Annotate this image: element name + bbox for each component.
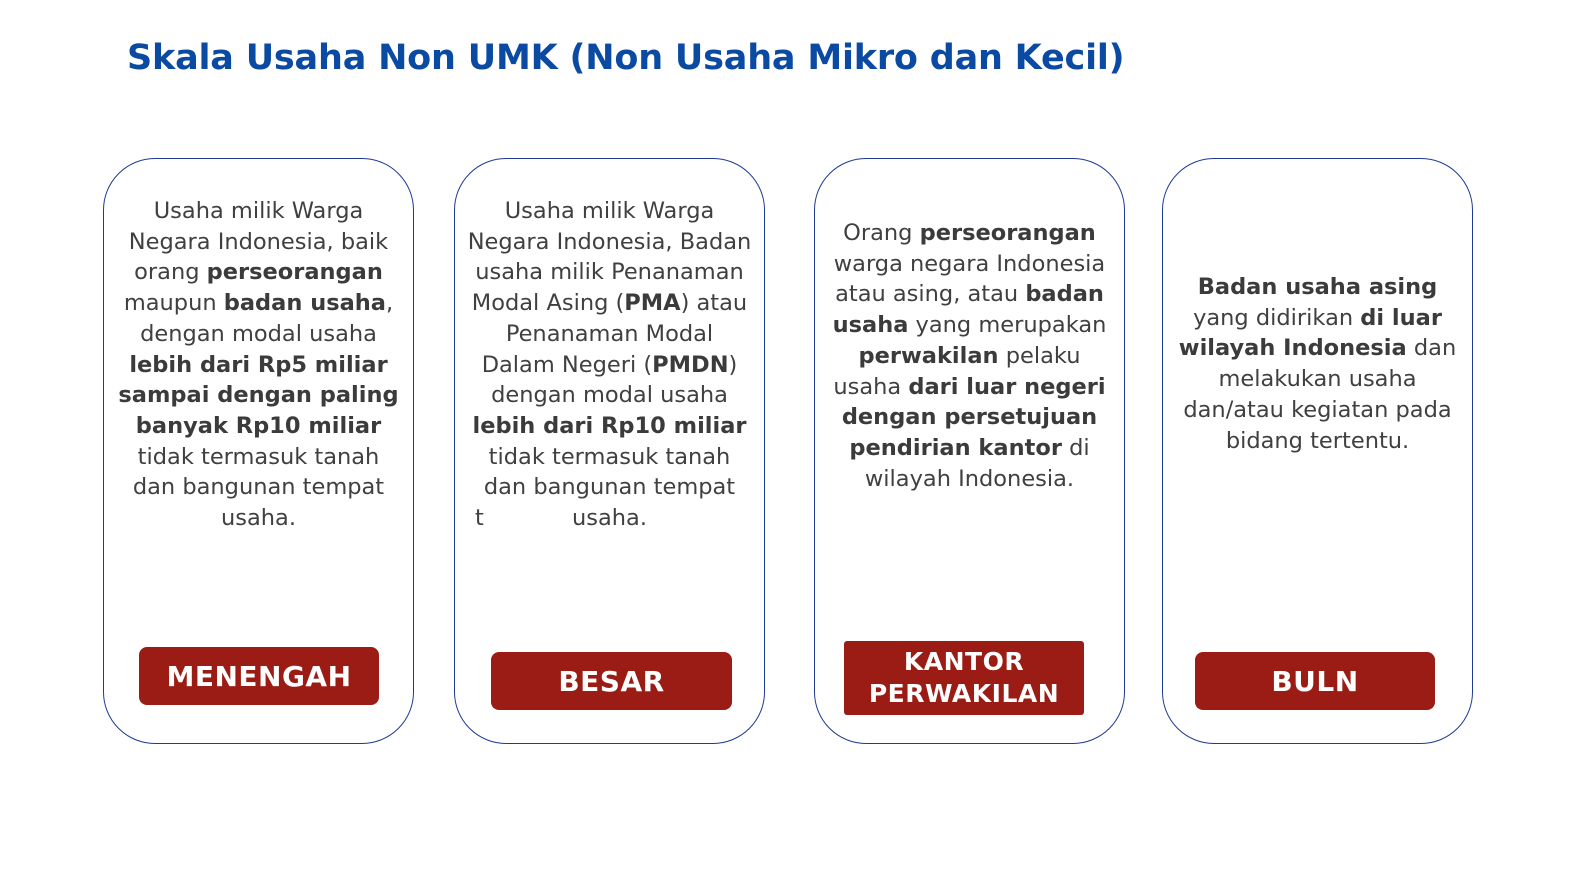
card-description [116, 196, 401, 534]
bold-text: perseorangan [206, 259, 383, 286]
text: di wilayah Indonesia. [864, 434, 1090, 492]
bold-text: lebih dari Rp5 miliar sampai dengan paling banyak Rp10 miliar [118, 351, 399, 439]
card-kantor-perwakilan [814, 158, 1125, 744]
card-menengah [103, 158, 414, 744]
stray-character: t [475, 505, 484, 531]
text: pelaku usaha [833, 342, 1081, 400]
text: Usaha milik Warga Negara Indonesia, baik orang [128, 198, 389, 286]
text: tidak termasuk tanah dan bangunan tempat usaha. [132, 443, 385, 532]
label-menengah: MENENGAH [139, 647, 379, 705]
bold-text: perwakilan [858, 342, 999, 369]
text: warga negara Indonesia atau asing, atau [833, 250, 1106, 308]
label-kantor-perwakilan [844, 641, 1084, 715]
label-buln: BULN [1195, 652, 1435, 710]
text: ) atau Penanaman Modal Dalam Negeri ( [481, 290, 748, 378]
text: , dengan modal usaha [140, 290, 394, 347]
card-buln [1162, 158, 1473, 744]
text: yang didirikan [1193, 304, 1361, 331]
bold-text: PMA [624, 290, 681, 317]
bold-text: PMDN [652, 351, 729, 378]
label-line: KANTOR [903, 647, 1025, 676]
label-line: PERWAKILAN [868, 679, 1060, 708]
text: tidak termasuk tanah dan bangunan tempat usaha. [483, 443, 736, 532]
card-besar [454, 158, 765, 744]
bold-text: dari luar negeri dengan persetujuan pendirian kantor [841, 373, 1106, 461]
card-description [827, 218, 1112, 494]
text: Usaha milik Warga Negara Indonesia, Badan usaha milik Penanaman Modal Asing ( [467, 198, 752, 317]
bold-text: badan usaha [223, 290, 386, 317]
page-title: Skala Usaha Non UMK (Non Usaha Mikro dan Kecil) [127, 38, 1125, 78]
card-description [467, 196, 752, 534]
bold-text: lebih dari Rp10 miliar [472, 412, 747, 439]
text: dan melakukan usaha dan/atau kegiatan pada bidang tertentu. [1183, 335, 1457, 454]
bold-text: di luar wilayah Indonesia [1178, 304, 1442, 362]
card-description [1175, 272, 1460, 456]
bold-text: Badan usaha asing [1197, 274, 1438, 300]
text: maupun [123, 290, 224, 317]
text: yang merupakan [908, 312, 1107, 339]
label-besar: BESAR [491, 652, 732, 710]
bold-text: perseorangan [919, 220, 1096, 246]
text: ) dengan modal usaha [491, 351, 738, 409]
bold-text: badan usaha [832, 281, 1104, 339]
text: Orang [843, 220, 920, 246]
